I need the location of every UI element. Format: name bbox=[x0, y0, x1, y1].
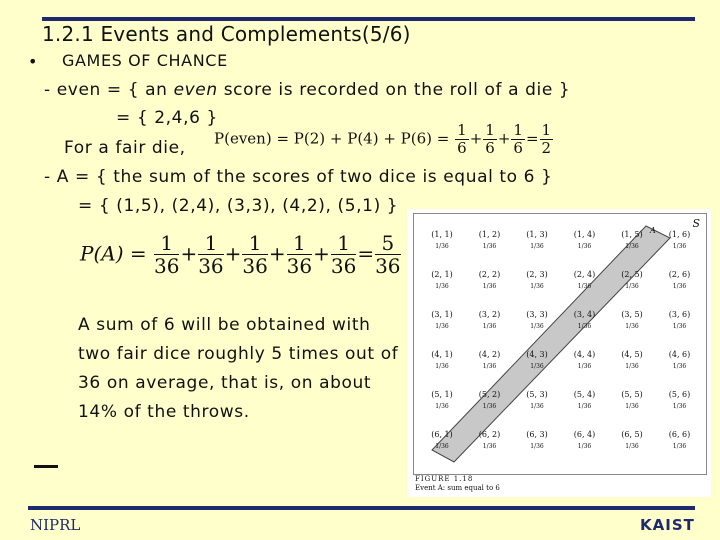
outcome-cell bbox=[561, 390, 609, 410]
outcome-probability: 1/36 bbox=[530, 443, 544, 450]
even-def-post: score is recorded on the roll of a die } bbox=[217, 80, 571, 100]
outcome-pair: (1, 5) bbox=[621, 230, 643, 239]
outcome-pair: (6, 4) bbox=[573, 430, 596, 439]
outcome-probability: 1/36 bbox=[482, 403, 497, 410]
explanation-paragraph bbox=[78, 311, 398, 427]
outcome-pair: (5, 2) bbox=[478, 390, 501, 399]
outcome-cell bbox=[418, 350, 466, 370]
outcome-probability: 1/36 bbox=[530, 403, 544, 410]
outcome-cell bbox=[466, 230, 514, 250]
outcome-probability: 1/36 bbox=[672, 283, 687, 290]
outcome-cell bbox=[656, 390, 704, 410]
outcome-probability: 1/36 bbox=[577, 283, 592, 290]
eq2-frac-4: $\frac{1}{36}$ bbox=[286, 231, 313, 278]
eq1-frac-1: $\frac{1}{6}$ bbox=[457, 121, 467, 157]
outcome-cell bbox=[418, 230, 466, 250]
outcome-probability: 1/36 bbox=[577, 443, 592, 450]
outcome-probability: 1/36 bbox=[435, 443, 449, 450]
outcome-cell bbox=[418, 390, 466, 410]
outcome-cell bbox=[466, 430, 514, 450]
outcome-pair: (5, 3) bbox=[526, 390, 548, 399]
outcome-pair: (3, 6) bbox=[668, 310, 691, 319]
event-a-set: = { (1,5), (2,4), (3,3), (4,2), (5,1) } bbox=[78, 196, 399, 216]
even-definition bbox=[44, 80, 570, 100]
fair-die-label: For a fair die, bbox=[64, 138, 186, 158]
outcome-pair: (5, 4) bbox=[573, 390, 596, 399]
outcome-pair: (2, 2) bbox=[478, 270, 501, 279]
outcome-cell bbox=[418, 310, 466, 330]
outcome-cell bbox=[513, 270, 561, 290]
outcome-probability: 1/36 bbox=[435, 403, 449, 410]
outcome-probability: 1/36 bbox=[625, 323, 639, 330]
outcome-cell bbox=[608, 270, 656, 290]
outcome-pair: (3, 5) bbox=[621, 310, 643, 319]
outcome-cell bbox=[561, 310, 609, 330]
explanation-line: A sum of 6 will be obtained with bbox=[78, 315, 371, 335]
outcome-cell bbox=[513, 310, 561, 330]
outcome-pair: (3, 3) bbox=[526, 310, 548, 319]
outcome-probability: 1/36 bbox=[625, 283, 639, 290]
outcome-cell bbox=[466, 350, 514, 370]
outcome-probability: 1/36 bbox=[435, 283, 449, 290]
outcome-cell bbox=[608, 350, 656, 370]
outcome-probability: 1/36 bbox=[625, 403, 639, 410]
event-a-probability-equation: P(A) = $\frac{1}{36}$ + $\frac{1}{36}$ + $\frac{1}{36}$ + $\frac{1}{36}$ + $\frac{1}{36}$ = $\frac{5}{36}$ bbox=[80, 231, 401, 278]
outcome-cell bbox=[608, 230, 656, 250]
outcome-cell bbox=[466, 310, 514, 330]
sample-space-grid bbox=[413, 213, 707, 475]
sample-space-label: S bbox=[692, 217, 700, 230]
figure-caption bbox=[415, 475, 500, 493]
outcome-pair: (2, 4) bbox=[573, 270, 596, 279]
outcome-pair: (3, 4) bbox=[573, 310, 596, 319]
outcome-pair: (4, 6) bbox=[668, 350, 691, 359]
outcome-cell bbox=[418, 430, 466, 450]
outcome-cell bbox=[513, 390, 561, 410]
eq2-frac-5: $\frac{1}{36}$ bbox=[330, 231, 357, 278]
outcome-pair: (1, 4) bbox=[573, 230, 596, 239]
outcome-pair: (1, 3) bbox=[526, 230, 548, 239]
outcome-probability: 1/36 bbox=[577, 403, 592, 410]
outcome-cell bbox=[608, 310, 656, 330]
outcome-pair: (5, 6) bbox=[668, 390, 691, 399]
outcome-pair: (4, 2) bbox=[478, 350, 501, 359]
figure-caption-text: Event A: sum equal to 6 bbox=[415, 484, 500, 492]
outcome-cell bbox=[561, 270, 609, 290]
eq2-lhs: P(A) = bbox=[80, 241, 147, 266]
bullet-heading: GAMES OF CHANCE bbox=[62, 51, 228, 70]
outcome-cell bbox=[418, 270, 466, 290]
bullet-dot: • bbox=[28, 52, 38, 71]
outcome-probability: 1/36 bbox=[530, 283, 544, 290]
niprl-logo: NIPRL bbox=[30, 516, 81, 534]
outcome-probability: 1/36 bbox=[482, 283, 497, 290]
outcome-probability: 1/36 bbox=[435, 323, 449, 330]
outcome-cell bbox=[608, 430, 656, 450]
outcome-pair: (5, 1) bbox=[431, 390, 453, 399]
outcome-probability: 1/36 bbox=[672, 243, 687, 250]
outcome-pair: (1, 1) bbox=[431, 230, 453, 239]
even-set: = { 2,4,6 } bbox=[116, 108, 218, 128]
outcome-pair: (6, 5) bbox=[621, 430, 643, 439]
outcome-cell bbox=[656, 310, 704, 330]
eq1-frac-3: $\frac{1}{6}$ bbox=[513, 121, 523, 157]
even-def-emph: even bbox=[173, 80, 218, 100]
outcome-probability: 1/36 bbox=[435, 363, 449, 370]
outcome-probability: 1/36 bbox=[482, 323, 497, 330]
outcome-cell bbox=[561, 230, 609, 250]
outcome-probability: 1/36 bbox=[577, 243, 592, 250]
outcome-probability: 1/36 bbox=[482, 363, 497, 370]
outcome-pair: (1, 2) bbox=[478, 230, 501, 239]
outcome-cell bbox=[561, 430, 609, 450]
even-def-pre: - even = { an bbox=[44, 80, 174, 100]
outcome-probability: 1/36 bbox=[672, 443, 687, 450]
outcome-cell bbox=[608, 390, 656, 410]
outcome-probability: 1/36 bbox=[625, 363, 639, 370]
outcome-cell bbox=[656, 230, 704, 250]
outcome-pair: (4, 3) bbox=[526, 350, 548, 359]
outcome-pair: (6, 6) bbox=[668, 430, 691, 439]
bottom-rule bbox=[28, 506, 695, 510]
outcome-pair: (5, 5) bbox=[621, 390, 643, 399]
outcome-cell bbox=[513, 430, 561, 450]
outcome-pair: (3, 1) bbox=[431, 310, 453, 319]
outcome-probability: 1/36 bbox=[625, 243, 639, 250]
outcome-probability: 1/36 bbox=[530, 323, 544, 330]
kaist-logo: KAIST bbox=[640, 516, 695, 534]
outcome-cell bbox=[656, 270, 704, 290]
outcome-pair: (2, 6) bbox=[668, 270, 691, 279]
eq2-frac-2: $\frac{1}{36}$ bbox=[198, 231, 224, 278]
top-rule bbox=[42, 17, 695, 21]
outcome-probability: 1/36 bbox=[672, 323, 687, 330]
outcome-pair: (2, 1) bbox=[431, 270, 453, 279]
outcome-pair: (4, 5) bbox=[621, 350, 643, 359]
outcome-probability: 1/36 bbox=[672, 403, 687, 410]
eq1-lhs: P(even) = P(2) + P(4) + P(6) = bbox=[214, 129, 450, 148]
outcome-cell bbox=[656, 350, 704, 370]
outcome-pair: (2, 3) bbox=[526, 270, 548, 279]
outcome-cell bbox=[561, 350, 609, 370]
outcome-cell bbox=[513, 350, 561, 370]
outcome-pair: (2, 5) bbox=[621, 270, 643, 279]
outcome-pair: (6, 1) bbox=[431, 430, 453, 439]
eq1-frac-2: $\frac{1}{6}$ bbox=[485, 121, 495, 157]
outcome-pair: (4, 4) bbox=[573, 350, 596, 359]
outcome-cell bbox=[513, 230, 561, 250]
outcome-probability: 1/36 bbox=[530, 243, 544, 250]
dash-marker bbox=[34, 465, 58, 468]
outcome-pair: (3, 2) bbox=[478, 310, 501, 319]
outcome-cell bbox=[466, 390, 514, 410]
explanation-line: 14% of the throws. bbox=[78, 402, 250, 422]
outcome-cell bbox=[466, 270, 514, 290]
outcome-pair: (4, 1) bbox=[431, 350, 453, 359]
outcome-probability: 1/36 bbox=[435, 243, 449, 250]
outcome-probability: 1/36 bbox=[530, 363, 544, 370]
eq1-result: $\frac{1}{2}$ bbox=[541, 121, 552, 157]
outcome-probability: 1/36 bbox=[672, 363, 687, 370]
slide-title: 1.2.1 Events and Complements(5/6) bbox=[42, 22, 411, 46]
even-probability-equation: P(even) = P(2) + P(4) + P(6) = $\frac{1}{6}$ + $\frac{1}{6}$ + $\frac{1}{6}$ = $\frac{1}{2}$ bbox=[214, 121, 552, 157]
outcome-probability: 1/36 bbox=[577, 323, 592, 330]
explanation-line: two fair dice roughly 5 times out of bbox=[78, 344, 399, 364]
outcome-pair: (6, 3) bbox=[526, 430, 548, 439]
eq2-frac-1: $\frac{1}{36}$ bbox=[153, 231, 180, 278]
outcome-probability: 1/36 bbox=[482, 443, 497, 450]
outcome-pair: (1, 6) bbox=[668, 230, 691, 239]
figure-number: FIGURE 1.18 bbox=[415, 475, 474, 483]
eq2-result: $\frac{5}{36}$ bbox=[375, 231, 401, 278]
outcome-probability: 1/36 bbox=[625, 443, 639, 450]
eq2-frac-3: $\frac{1}{36}$ bbox=[242, 231, 268, 278]
outcome-cell bbox=[656, 430, 704, 450]
outcome-probability: 1/36 bbox=[577, 363, 592, 370]
outcome-pair: (6, 2) bbox=[478, 430, 501, 439]
event-a-label: A bbox=[650, 226, 656, 235]
sample-space-figure bbox=[407, 209, 711, 497]
outcome-probability: 1/36 bbox=[482, 243, 497, 250]
explanation-line: 36 on average, that is, on about bbox=[78, 373, 372, 393]
event-a-definition: - A = { the sum of the scores of two dice is equal to 6 } bbox=[44, 167, 553, 187]
